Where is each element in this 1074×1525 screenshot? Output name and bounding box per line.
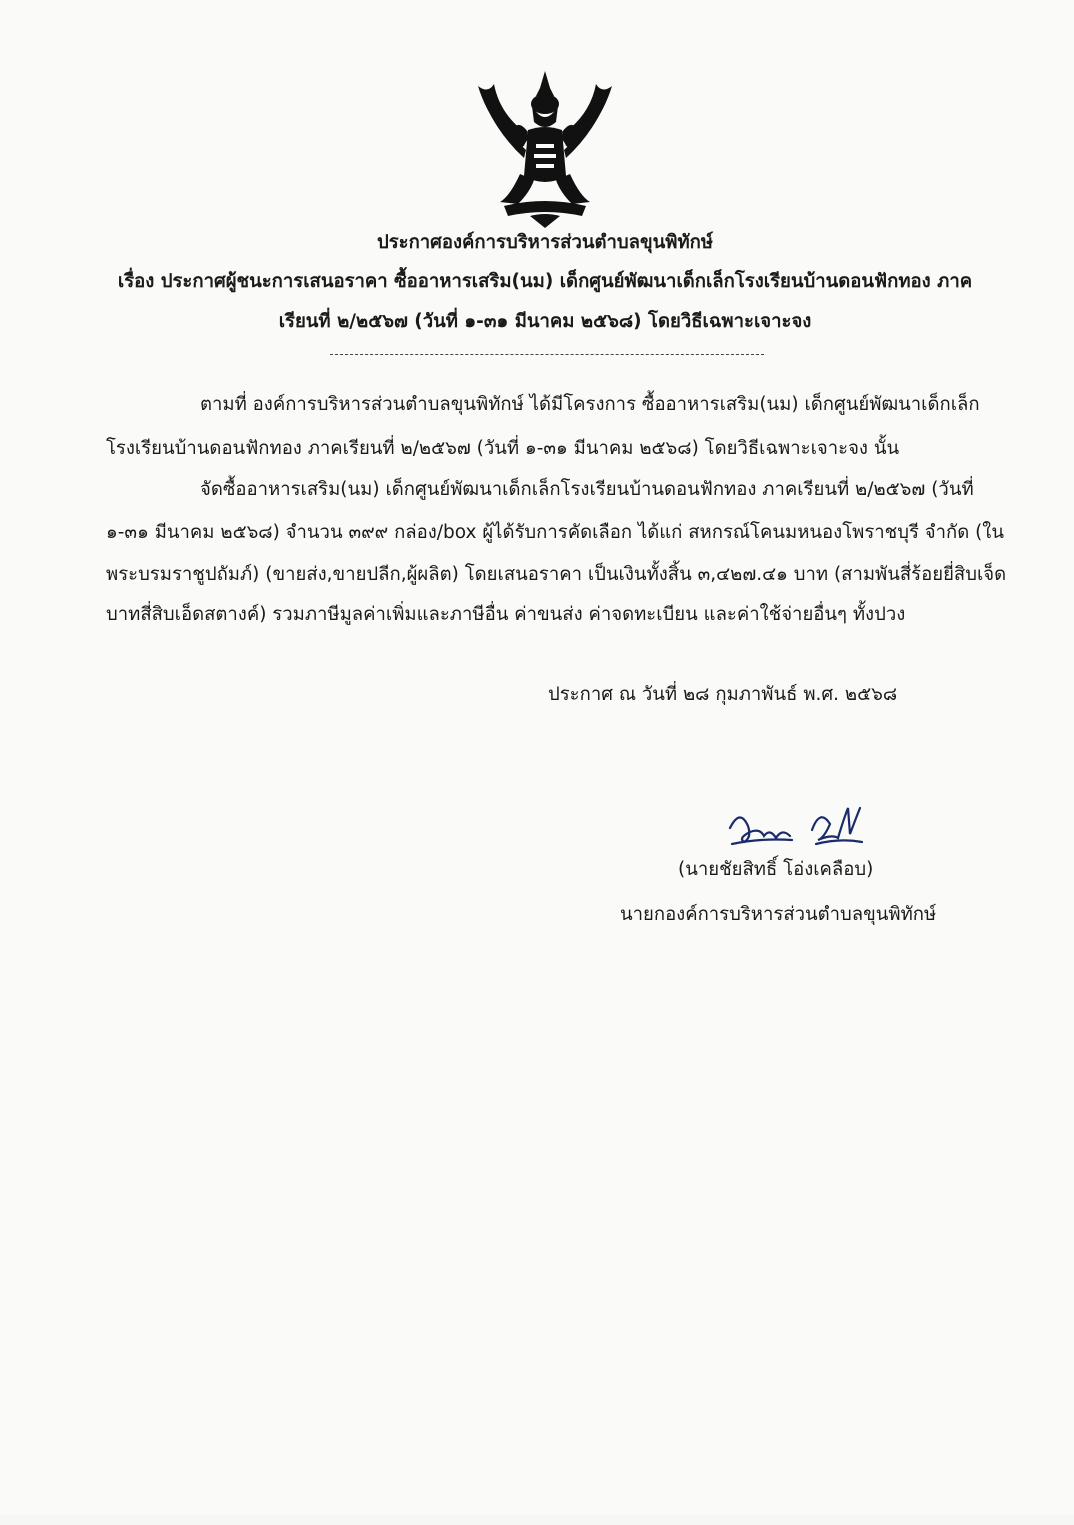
dashed-divider [330,354,764,355]
body-paragraph2-line1: จัดซื้ออาหารเสริม(นม) เด็กศูนย์พัฒนาเด็กเล็กโรงเรียนบ้านดอนฟักทอง ภาคเรียนที่ ๒/๒๕๖๗ (วันที่ [200,479,974,500]
body-paragraph2-line3: พระบรมราชูปถัมภ์) (ขายส่ง,ขายปลีก,ผู้ผลิต) โดยเสนอราคา เป็นเงินทั้งสิ้น ๓,๔๒๗.๔๑ บาท (สามพันสี่ร้อยยี่สิบเจ็ด [106,564,1007,585]
garuda-emblem-icon [470,66,620,231]
document-subject-line2: เรียนที่ ๒/๒๕๖๗ (วันที่ ๑-๓๑ มีนาคม ๒๕๖๘) โดยวิธีเฉพาะเจาะจง [278,311,812,332]
body-paragraph1-line2: โรงเรียนบ้านดอนฟักทอง ภาคเรียนที่ ๒/๒๕๖๗ (วันที่ ๑-๓๑ มีนาคม ๒๕๖๘) โดยวิธีเฉพาะเจาะจง นั้น [106,438,900,459]
document-title: ประกาศองค์การบริหารส่วนตำบลขุนพิทักษ์ [376,232,714,253]
document-subject-line1: เรื่อง ประกาศผู้ชนะการเสนอราคา ซื้ออาหารเสริม(นม) เด็กศูนย์พัฒนาเด็กเล็กโรงเรียนบ้านดอนฟักทอง ภาค [117,271,973,292]
handwritten-signature-icon [720,798,870,858]
body-paragraph1-line1: ตามที่ องค์การบริหารส่วนตำบลขุนพิทักษ์ ได้มีโครงการ ซื้ออาหารเสริม(นม) เด็กศูนย์พัฒนาเด็กเล็ก [200,394,980,415]
signatory-name: (นายชัยสิทธิ์ โอ่งเคลือบ) [678,859,874,880]
announce-date: ประกาศ ณ วันที่ ๒๘ กุมภาพันธ์ พ.ศ. ๒๕๖๘ [548,684,898,705]
signatory-title: นายกองค์การบริหารส่วนตำบลขุนพิทักษ์ [620,904,937,925]
body-paragraph2-line2: ๑-๓๑ มีนาคม ๒๕๖๘) จำนวน ๓๙๙ กล่อง/box ผู้ได้รับการคัดเลือก ได้แก่ สหกรณ์โคนมหนองโพราชบุรี จำกัด (ใน [106,522,1004,543]
body-paragraph2-line4: บาทสี่สิบเอ็ดสตางค์) รวมภาษีมูลค่าเพิ่มและภาษีอื่น ค่าขนส่ง ค่าจดทะเบียน และค่าใช้จ่ายอื่นๆ ทั้งปวง [106,604,906,625]
